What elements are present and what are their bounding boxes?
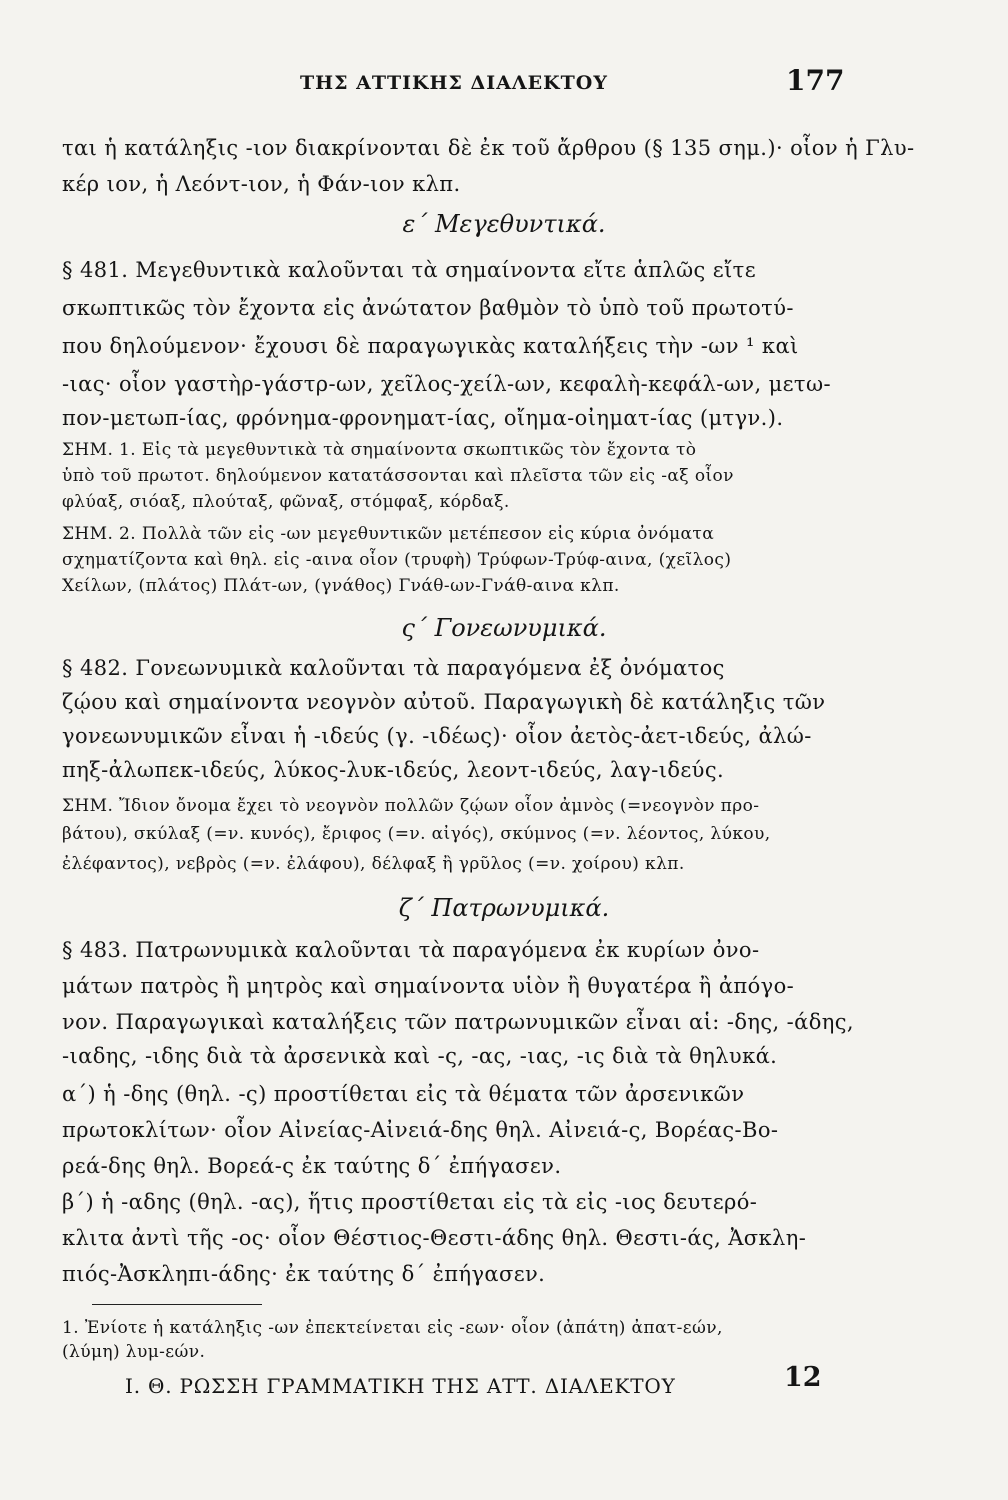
- paragraph-line: α΄) ἡ -δης (θηλ. -ς) προστίθεται εἰς τὰ θέματα τῶν ἀρσενικῶν: [62, 1082, 745, 1106]
- paragraph-line: ρεά-δης θηλ. Βορεά-ς ἐκ ταύτης δ΄ ἐπήγασεν.: [62, 1154, 562, 1178]
- body-line: ται ἡ κατάληξις -ιον διακρίνονται δὲ ἐκ τοῦ ἄρθρου (§ 135 σημ.)· οἷον ἡ Γλυ-: [62, 136, 915, 160]
- note-line: ΣΗΜ. Ἴδιον ὄνομα ἔχει τὸ νεογνὸν πολλῶν ζῴων οἷον ἀμνὸς (=νεογνὸν προ-: [62, 796, 760, 816]
- paragraph-line: πηξ-ἀλωπεκ-ιδεύς, λύκος-λυκ-ιδεύς, λεοντ-ιδεύς, λαγ-ιδεύς.: [62, 758, 725, 782]
- paragraph-line: § 483. Πατρωνυμικὰ καλοῦνται τὰ παραγόμενα ἐκ κυρίων ὀνο-: [62, 938, 760, 962]
- note-line: ὑπὸ τοῦ πρωτοτ. δηλούμενον κατατάσσονται καὶ πλεῖστα τῶν εἰς -αξ οἷον: [62, 466, 734, 486]
- paragraph-line: πιός-Ἀσκληπι-άδης· ἐκ ταύτης δ΄ ἐπήγασεν.: [62, 1262, 546, 1286]
- footnote-line: 1. Ἐνίοτε ἡ κατάληξις -ων ἐπεκτείνεται εἰς -εων· οἷον (ἀπάτη) ἀπατ-εών,: [62, 1318, 723, 1338]
- paragraph-line: ζῴου καὶ σημαίνοντα νεογνὸν αὐτοῦ. Παραγωγικὴ δὲ κατάληξις τῶν: [62, 690, 826, 714]
- note-line: σχηματίζοντα καὶ θηλ. εἰς -αινα οἷον (τρυφὴ) Τρύφων-Τρύφ-αινα, (χεῖλος): [62, 550, 732, 570]
- paragraph-line: σκωπτικῶς τὸν ἔχοντα εἰς ἀνώτατον βαθμὸν τὸ ὑπὸ τοῦ πρωτοτύ-: [62, 296, 794, 320]
- footnote-line: (λύμη) λυμ-εών.: [62, 1342, 206, 1362]
- paragraph-line: πρωτοκλίτων· οἷον Αἰνείας-Αἰνειά-δης θηλ. Αἰνειά-ς, Βορέας-Βο-: [62, 1118, 779, 1142]
- section-heading: ς΄ Γονεωνυμικά.: [401, 614, 607, 642]
- paragraph-line: κλιτα ἀντὶ τῆς -ος· οἷον Θέστιος-Θεστι-άδης θηλ. Θεστι-άς, Ἀσκλη-: [62, 1226, 807, 1250]
- note-line: βάτου), σκύλαξ (=ν. κυνός), ἔριφος (=ν. αἰγός), σκύμνος (=ν. λέοντος, λύκου,: [62, 824, 771, 844]
- paragraph-line: § 481. Μεγεθυντικὰ καλοῦνται τὰ σημαίνοντα εἴτε ἁπλῶς εἴτε: [62, 258, 756, 282]
- note-line: φλύαξ, σιόαξ, πλούταξ, φῶναξ, στόμφαξ, κόρδαξ.: [62, 492, 510, 512]
- paragraph-line: που δηλούμενον· ἔχουσι δὲ παραγωγικὰς καταλήξεις τὴν -ων ¹ καὶ: [62, 334, 799, 358]
- paragraph-line: νον. Παραγωγικαὶ καταλήξεις τῶν πατρωνυμικῶν εἶναι αἱ: -δης, -άδης,: [62, 1010, 854, 1034]
- section-heading: ζ΄ Πατρωνυμικά.: [398, 894, 610, 922]
- paragraph-line: § 482. Γονεωνυμικὰ καλοῦνται τὰ παραγόμενα ἐξ ὀνόματος: [62, 656, 725, 680]
- note-line: ΣΗΜ. 2. Πολλὰ τῶν εἰς -ων μεγεθυντικῶν μετέπεσον εἰς κύρια ὀνόματα: [62, 524, 715, 544]
- footnote-rule: [92, 1304, 262, 1305]
- paragraph-line: πον-μετωπ-ίας, φρόνημα-φρονηματ-ίας, οἴημα-οἰηματ-ίας (μτγν.).: [62, 406, 784, 430]
- note-line: Χείλων, (πλάτος) Πλάτ-ων, (γνάθος) Γνάθ-ων-Γνάθ-αινα κλπ.: [62, 576, 620, 596]
- paragraph-line: μάτων πατρὸς ἢ μητρὸς καὶ σημαίνοντα υἱὸν ἢ θυγατέρα ἢ ἀπόγο-: [62, 974, 795, 998]
- page-number: 177: [786, 64, 845, 97]
- paragraph-line: β΄) ἡ -αδης (θηλ. -ας), ἥτις προστίθεται εἰς τὰ εἰς -ιος δευτερό-: [62, 1190, 758, 1214]
- note-line: ἐλέφαντος), νεβρὸς (=ν. ἐλάφου), δέλφαξ ἢ γρῦλος (=ν. χοίρου) κλπ.: [62, 854, 685, 874]
- paragraph-line: -ιαδης, -ιδης διὰ τὰ ἀρσενικὰ καὶ -ς, -ας, -ιας, -ις διὰ τὰ θηλυκά.: [62, 1044, 778, 1068]
- body-line: κέρ ιον, ἡ Λεόντ-ιον, ἡ Φάν-ιον κλπ.: [62, 172, 461, 196]
- printer-signature: Ι. Θ. ΡΩΣΣΗ ΓΡΑΜΜΑΤΙΚΗ ΤΗΣ ΑΤΤ. ΔΙΑΛΕΚΤΟΥ: [125, 1374, 676, 1398]
- section-heading: ε΄ Μεγεθυντικά.: [402, 210, 606, 238]
- note-line: ΣΗΜ. 1. Εἰς τὰ μεγεθυντικὰ τὰ σημαίνοντα σκωπτικῶς τὸν ἔχοντα τὸ: [62, 440, 697, 460]
- running-header: ΤΗΣ ΑΤΤΙΚΗΣ ΔΙΑΛΕΚΤΟΥ: [300, 72, 608, 94]
- paragraph-line: -ιας· οἷον γαστὴρ-γάστρ-ων, χεῖλος-χείλ-ων, κεφαλὴ-κεφάλ-ων, μετω-: [62, 372, 831, 396]
- sheet-number: 12: [784, 1362, 822, 1393]
- paragraph-line: γονεωνυμικῶν εἶναι ἡ -ιδεύς (γ. -ιδέως)· οἷον ἀετὸς-ἀετ-ιδεύς, ἀλώ-: [62, 724, 812, 748]
